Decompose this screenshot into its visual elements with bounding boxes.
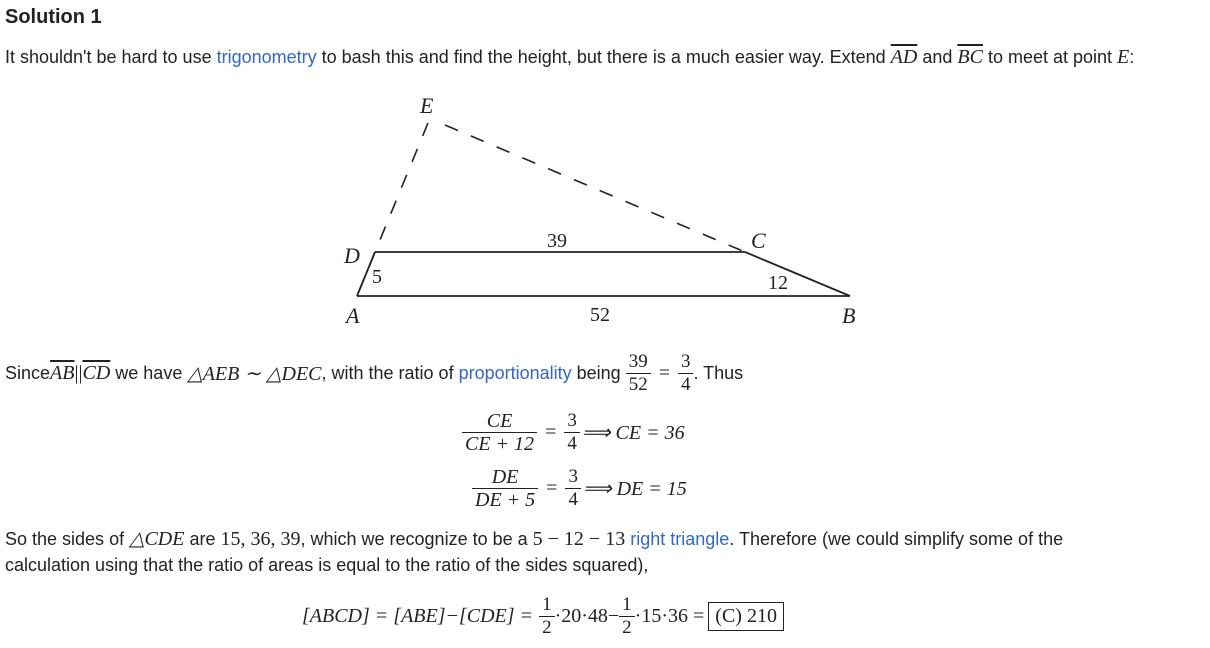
fraction-numerator: CE xyxy=(486,409,513,432)
since-paragraph xyxy=(5,346,743,400)
solution-heading: Solution 1 xyxy=(5,6,102,28)
half-fraction xyxy=(619,594,635,639)
equals-sign: = xyxy=(546,476,558,499)
result-de: ⟹ DE = 15 xyxy=(582,477,687,500)
right-triangle-link[interactable]: right triangle xyxy=(630,529,730,549)
sides-text-1: So the sides of xyxy=(5,529,130,549)
ratio-denominator: 4 xyxy=(678,373,694,396)
intro-text-5: : xyxy=(1129,47,1135,67)
since-text-1: Since xyxy=(5,362,51,383)
half-fraction xyxy=(539,594,555,639)
fraction-denominator: DE + 5 xyxy=(472,488,538,511)
fraction-numerator: 3 xyxy=(568,465,578,487)
fraction-3-4 xyxy=(565,466,581,511)
ratio-numerator: 39 xyxy=(628,350,648,372)
area-term-1: ·20·48− xyxy=(554,604,620,627)
intro-text-2: to bash this and find the height, but there is a much easier way. Extend xyxy=(316,47,891,67)
since-text-3: , with the ratio of xyxy=(321,362,459,383)
fraction-de xyxy=(472,466,538,511)
dashed-line-ec xyxy=(445,125,745,252)
ratio-fraction-3-4 xyxy=(678,351,694,396)
result-ce: ⟹ CE = 36 xyxy=(581,421,685,444)
sides-line-2: calculation using that the ratio of areas is equal to the ratio of the sides squared), xyxy=(5,555,649,575)
intro-paragraph xyxy=(5,46,1134,69)
fraction-numerator: 1 xyxy=(542,593,552,615)
fraction-3-4 xyxy=(564,410,580,455)
since-text-2: we have xyxy=(110,362,188,383)
since-text-4: being xyxy=(571,362,626,383)
fraction-numerator: 1 xyxy=(622,593,632,615)
sides-text-4: . Therefore (we could simplify some of the xyxy=(729,529,1064,549)
equation-ce xyxy=(462,404,685,460)
ratio-denominator: 52 xyxy=(626,373,651,396)
fraction-denominator: 4 xyxy=(565,488,581,511)
similarity-statement: △AEB ∼ △DEC xyxy=(187,362,322,385)
segment-bc: $\overline{BC}$ xyxy=(957,46,983,68)
segment-ad: $\overline{AD}$ xyxy=(890,46,918,68)
area-lhs: [ABCD] = [ABE]−[CDE] = xyxy=(302,604,534,627)
length-ab: 52 xyxy=(590,304,610,326)
segment-ab-text: $\overline{AB}$ xyxy=(50,361,75,384)
fraction-denominator: 4 xyxy=(564,432,580,455)
triangle-cde: △CDE xyxy=(129,528,185,550)
intro-text-3: and xyxy=(917,47,958,67)
proportionality-link[interactable]: proportionality xyxy=(458,362,572,383)
pythagorean-triple: 5 − 12 − 13 xyxy=(532,528,626,550)
intro-text-4: to meet at point xyxy=(982,47,1118,67)
label-point-e: E xyxy=(420,93,434,118)
trigonometry-link[interactable]: trigonometry xyxy=(216,47,317,67)
point-e: E xyxy=(1117,46,1130,68)
sides-text-2: are xyxy=(184,529,221,549)
label-point-b: B xyxy=(842,303,856,328)
sides-paragraph xyxy=(5,526,1063,578)
fraction-denominator: 2 xyxy=(619,616,635,639)
ratio-numerator: 3 xyxy=(680,350,691,372)
side-values: 15, 36, 39 xyxy=(220,528,301,550)
length-cb: 12 xyxy=(768,272,788,294)
fraction-denominator: CE + 12 xyxy=(462,432,537,455)
segment-cb xyxy=(745,252,850,296)
label-point-d: D xyxy=(344,243,360,268)
ratio-fraction-39-52 xyxy=(626,351,651,396)
fraction-numerator: DE xyxy=(491,465,519,488)
equals-sign: = xyxy=(545,420,557,443)
since-text-5: . Thus xyxy=(693,362,744,383)
label-point-c: C xyxy=(751,228,766,253)
equals-sign: = xyxy=(658,361,670,384)
answer-box: (C) 210 xyxy=(708,602,784,631)
area-term-2: ·15·36 = xyxy=(634,604,705,627)
fraction-ce xyxy=(462,410,537,455)
parallel-symbol: || xyxy=(74,361,83,384)
trapezoid-figure xyxy=(0,85,1210,340)
intro-text-1: It shouldn't be hard to use xyxy=(5,47,217,67)
segment-cd-text: $\overline{CD}$ xyxy=(82,361,111,384)
length-ad: 5 xyxy=(372,266,382,288)
length-dc: 39 xyxy=(547,230,567,252)
fraction-numerator: 3 xyxy=(567,409,577,431)
sides-text-3: , which we recognize to be a xyxy=(300,529,533,549)
sides-line-1 xyxy=(5,526,1063,552)
equation-de xyxy=(472,460,687,516)
fraction-denominator: 2 xyxy=(539,616,555,639)
label-point-a: A xyxy=(346,303,360,328)
area-equation xyxy=(302,588,784,644)
